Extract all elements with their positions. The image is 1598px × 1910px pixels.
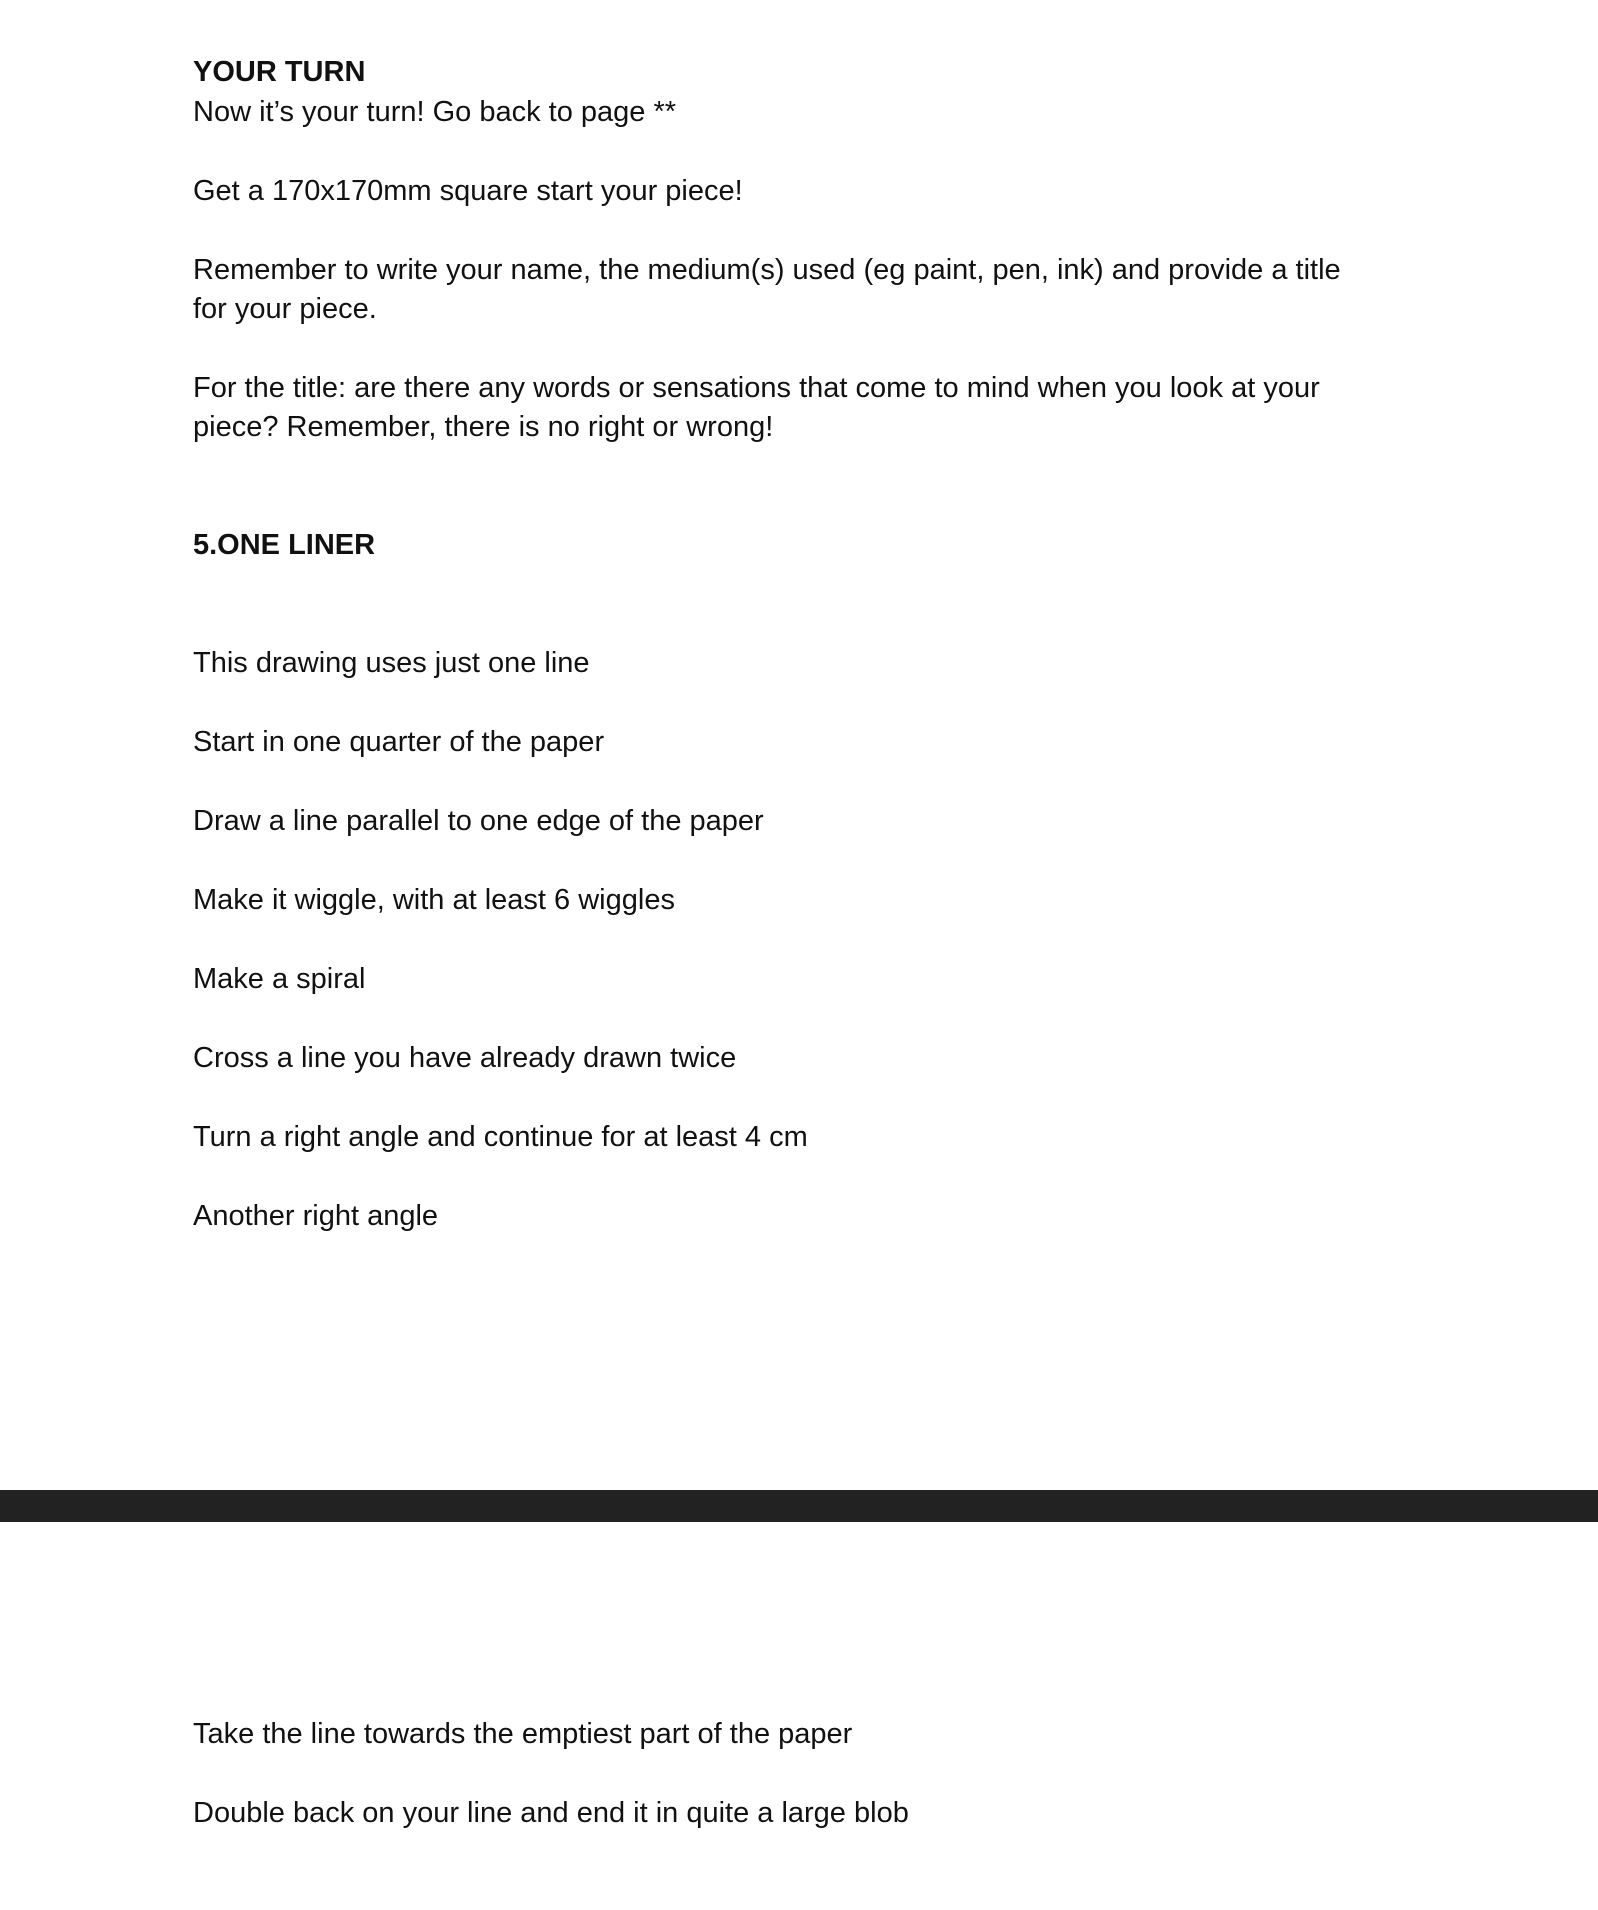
heading-one-liner: 5.ONE LINER bbox=[193, 529, 376, 561]
remember-line-1: Remember to write your name, the medium(s) used (eg paint, pen, ink) and provide a title bbox=[193, 254, 1341, 286]
document-page-2 bbox=[0, 1522, 1598, 1910]
get-square-line: Get a 170x170mm square start your piece! bbox=[193, 175, 743, 207]
heading-your-turn: YOUR TURN bbox=[193, 56, 366, 88]
page-separator bbox=[0, 1490, 1598, 1522]
step-item: Cross a line you have already drawn twice bbox=[193, 1042, 737, 1074]
step-item: Draw a line parallel to one edge of the paper bbox=[193, 805, 764, 837]
remember-line-2: for your piece. bbox=[193, 293, 377, 325]
step-item: Make a spiral bbox=[193, 963, 366, 995]
step-item: Take the line towards the emptiest part of the paper bbox=[193, 1718, 853, 1750]
step-item: This drawing uses just one line bbox=[193, 647, 590, 679]
title-line-2: piece? Remember, there is no right or wrong! bbox=[193, 411, 774, 443]
step-item: Make it wiggle, with at least 6 wiggles bbox=[193, 884, 675, 916]
step-item: Start in one quarter of the paper bbox=[193, 726, 605, 758]
step-item: Double back on your line and end it in quite a large blob bbox=[193, 1797, 909, 1829]
step-item: Turn a right angle and continue for at least 4 cm bbox=[193, 1121, 808, 1153]
your-turn-line: Now it’s your turn! Go back to page ** bbox=[193, 96, 677, 128]
step-item: Another right angle bbox=[193, 1200, 439, 1232]
title-line-1: For the title: are there any words or sensations that come to mind when you look at your bbox=[193, 372, 1320, 404]
